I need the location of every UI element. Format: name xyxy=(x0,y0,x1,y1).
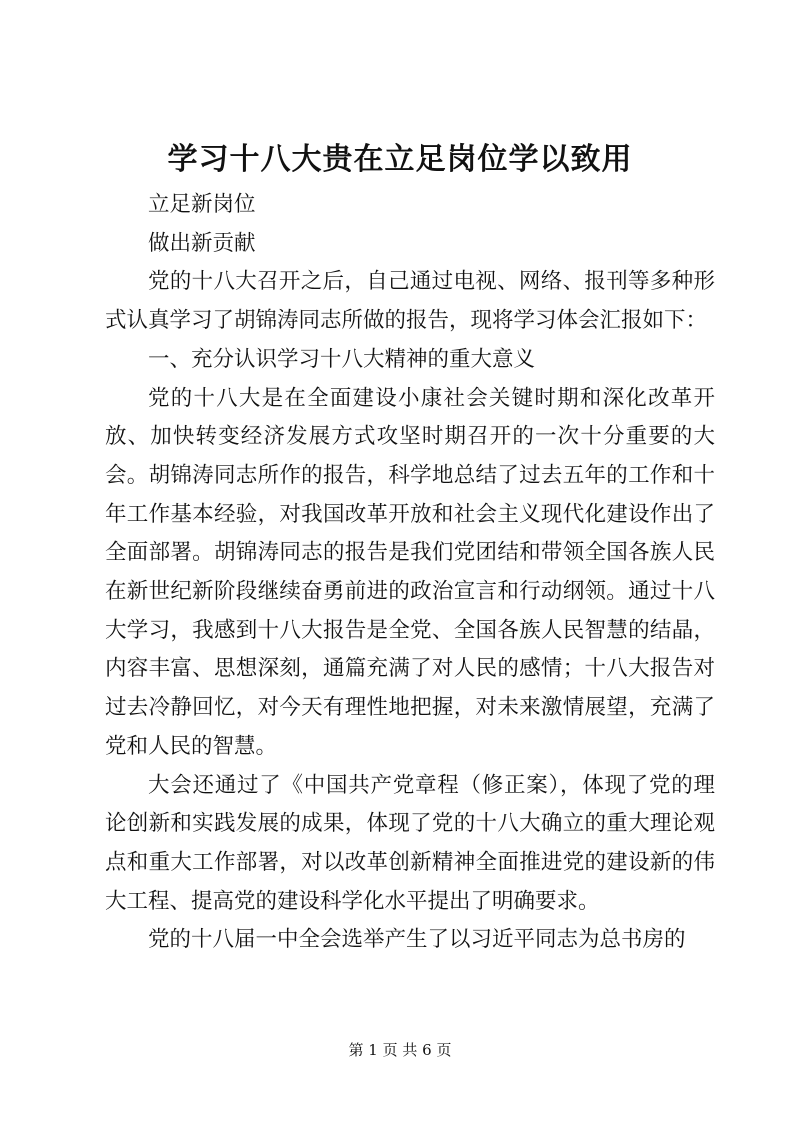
paragraph: 大会还通过了《中国共产党章程（修正案），体现了党的理论创新和实践发展的成果，体现了党的十八大确立的重大理论观点和重大工作部署，对以改革创新精神全面推进党的建设新的伟大工程、提高党的建设科学化水平提出了明确要求。 xyxy=(105,772,715,914)
paragraph: 做出新贡献 xyxy=(148,230,256,256)
paragraph: 党的十八大是在全面建设小康社会关键时期和深化改革开放、加快转变经济发展方式攻坚时期召开的一次十分重要的大会。胡锦涛同志所作的报告，科学地总结了过去五年的工作和十年工作基本经验，对我国改革开放和社会主义现代化建设作出了全面部署。胡锦涛同志的报告是我们党团结和带领全国各族人民在新世纪新阶段继续奋勇前进的政治宣言和行动纲领。通过十八大学习，我感到十八大报告是全党、全国各族人民智慧的结晶，内容丰富、思想深刻，通篇充满了对人民的感情；十八大报告对过去冷静回忆，对今天有理性地把握，对未来激情展望，充满了党和人民的智慧。 xyxy=(105,385,715,759)
document-title: 学习十八大贵在立足岗位学以致用 xyxy=(167,142,633,177)
section-heading: 一、充分认识学习十八大精神的重大意义 xyxy=(148,346,536,372)
paragraph: 党的十八届一中全会选举产生了以习近平同志为总书房的 xyxy=(148,927,686,953)
page-number: 第 1 页 xyxy=(348,1041,398,1059)
document-body xyxy=(105,186,715,960)
page-footer xyxy=(0,1040,800,1060)
paragraph: 党的十八大召开之后，自己通过电视、网络、报刊等多种形式认真学习了胡锦涛同志所做的报告，现将学习体会汇报如下： xyxy=(105,269,715,334)
paragraph: 立足新岗位 xyxy=(148,192,256,217)
page-total: 共 6 页 xyxy=(402,1041,452,1059)
